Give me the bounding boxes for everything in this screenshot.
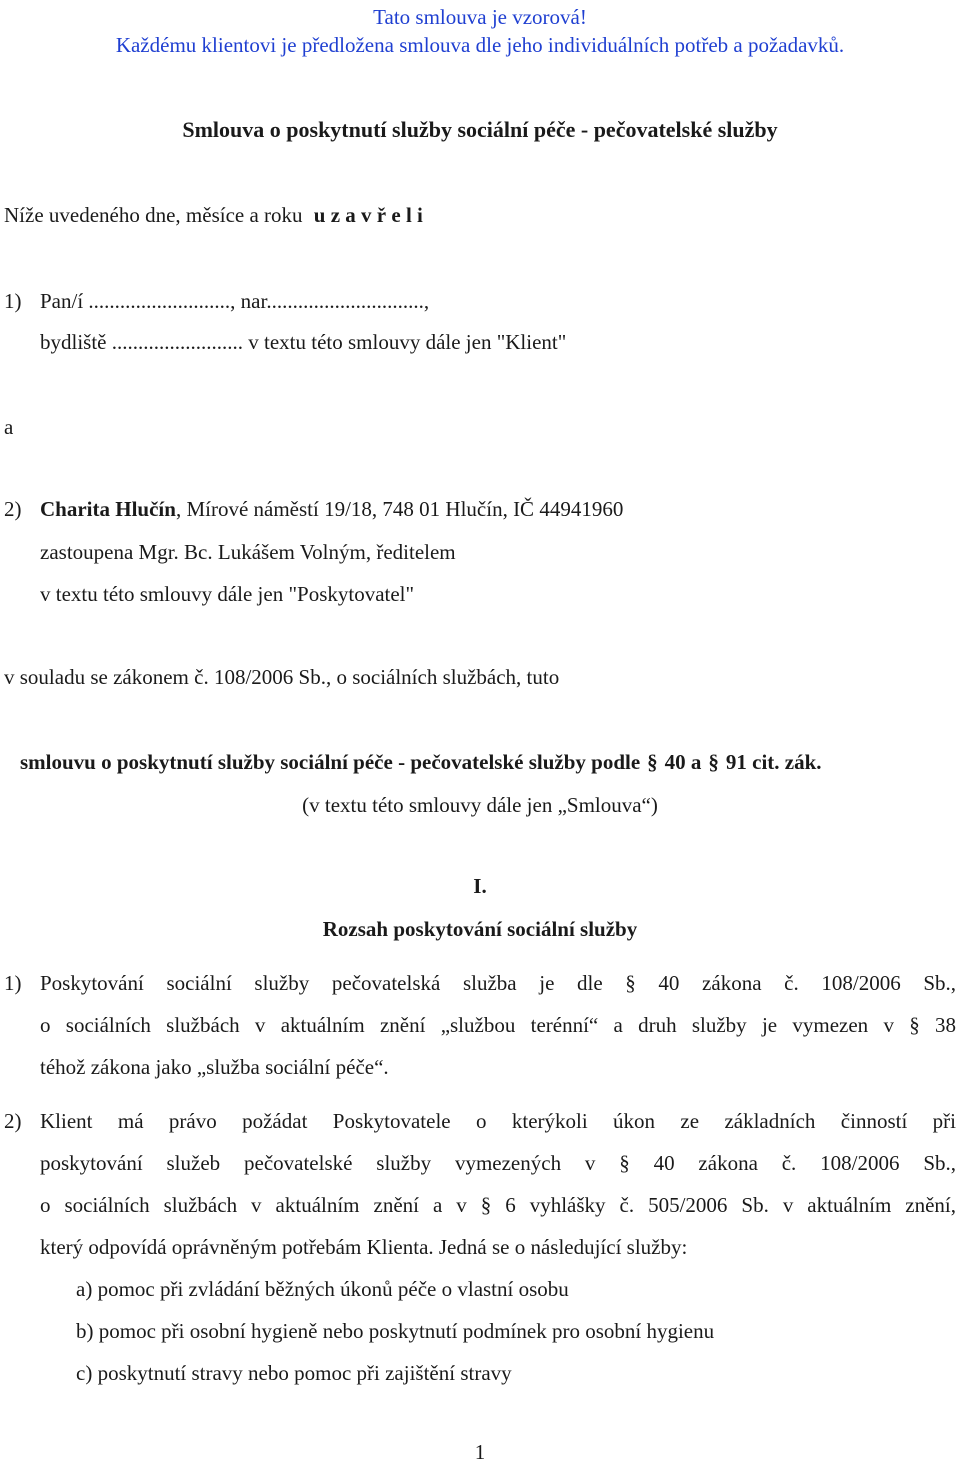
law-reference: v souladu se zákonem č. 108/2006 Sb. [4,665,326,689]
intro-text: Níže uvedeného dne, měsíce a roku [4,203,303,227]
party1-line2: bydliště ......................... v textu této smlouvy dále jen "Klient" [40,330,567,354]
contract-name-subtitle: (v textu této smlouvy dále jen „Smlouva“) [302,793,658,817]
document-title: Smlouva o poskytnutí služby sociální péče - pečovatelské služby [182,117,778,142]
paragraph-sign-icon: § [647,750,658,774]
provider-address: , Mírové náměstí 19/18, 748 01 Hlučín, IČ 44941960 [175,497,624,521]
item2-line: o sociálních službách v aktuálním znění a v § 6 vyhlášky č. 505/2006 Sb. v aktuálním znění, [40,1193,956,1217]
party1-line1: Pan/í ..........................., nar.............................., [40,289,430,313]
conjunction-and: a [4,415,14,439]
party2-line3: v textu této smlouvy dále jen "Poskytovatel" [40,582,415,606]
item2-text [40,1108,956,1260]
party2-line1 [40,496,623,522]
item1-number: 1) [4,971,22,995]
intro-concluded: u z a v ř e l i [313,203,423,227]
paragraph-sign-icon: § [708,750,719,774]
party1-number: 1) [4,289,22,313]
contract-name-line [20,749,822,775]
party2-line2: zastoupena Mgr. Bc. Lukášem Volným, ředitelem [40,540,456,564]
contract-name-section1: 40 a [664,750,702,774]
sample-notice-line2: Každému klientovi je předložena smlouva dle jeho individuálních potřeb a požadavků. [115,33,845,57]
contract-name-text: smlouvu o poskytnutí služby sociální péče - pečovatelské služby podle [20,750,641,774]
sample-notice-line1: Tato smlouva je vzorová! [373,5,587,29]
intro-line [4,202,423,228]
subitem-b: b) pomoc při osobní hygieně nebo poskytnutí podmínek pro osobní hygienu [76,1319,715,1343]
page-number: 1 [474,1440,486,1464]
party2-number: 2) [4,497,22,521]
subitem-c: c) poskytnutí stravy nebo pomoc při zajištění stravy [76,1361,512,1385]
subitem-a: a) pomoc při zvládání běžných úkonů péče o vlastní osobu [76,1277,569,1301]
section-heading: Rozsah poskytování sociální služby [322,917,638,941]
item1-text [40,970,956,1080]
item2-line: který odpovídá oprávněným potřebám Klienta. Jedná se o následující služby: [40,1235,688,1259]
item1-line: téhož zákona jako „služba sociální péče“. [40,1055,389,1079]
law-line [4,664,559,690]
contract-name-section2: 91 cit. zák. [725,750,822,774]
item2-line: poskytování služeb pečovatelské služby vymezených v § 40 zákona č. 108/2006 Sb., [40,1151,956,1175]
item1-line: o sociálních službách v aktuálním znění „službou terénní“ a druh služby je vymezen v § 38 [40,1013,956,1037]
item2-number: 2) [4,1109,22,1133]
provider-name: Charita Hlučín [40,497,176,521]
item1-line: Poskytování sociální služby pečovatelská služba je dle § 40 zákona č. 108/2006 Sb., [40,971,956,995]
law-reference-rest: , o sociálních službách, tuto [325,665,560,689]
item2-line: Klient má právo požádat Poskytovatele o kterýkoli úkon ze základních činností při [40,1109,956,1133]
section-numeral: I. [473,874,487,898]
